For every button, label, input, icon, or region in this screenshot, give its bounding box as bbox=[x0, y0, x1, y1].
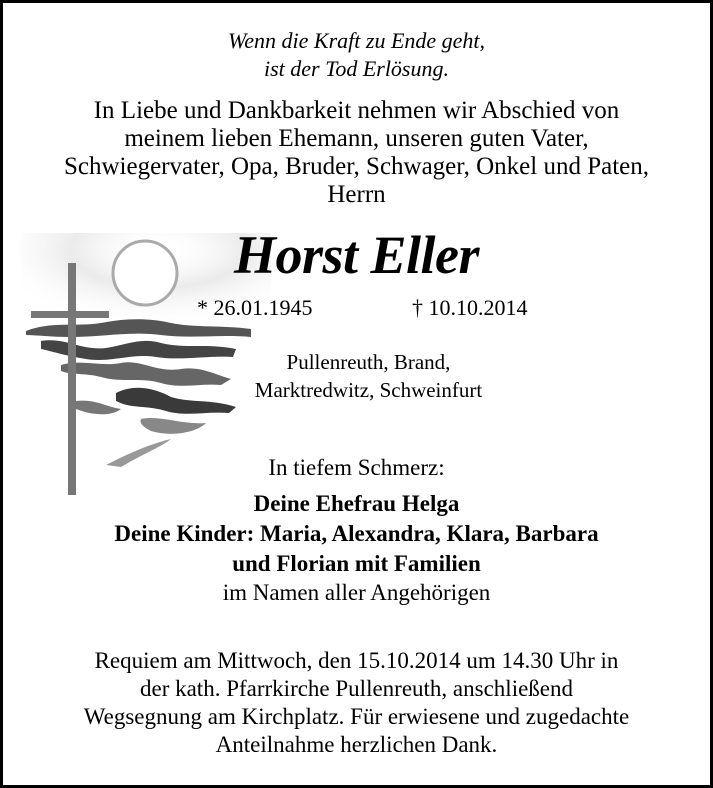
intro-line: In Liebe und Dankbarkeit nehmen wir Abschied von bbox=[93, 97, 620, 124]
requiem-line: der kath. Pfarrkirche Pullenreuth, anschließend bbox=[139, 676, 573, 701]
motto-line: Wenn die Kraft zu Ende geht, bbox=[227, 28, 486, 53]
motto bbox=[3, 27, 710, 83]
family-names bbox=[3, 489, 710, 579]
motto-line: ist der Tod Erlösung. bbox=[263, 56, 449, 81]
places bbox=[15, 348, 713, 404]
deceased-name: Horst Eller bbox=[233, 225, 480, 285]
intro-line: meinem lieben Ehemann, unseren guten Vater, bbox=[124, 125, 589, 152]
family-line: Deine Ehefrau Helga bbox=[253, 491, 460, 516]
family-line: Deine Kinder: Maria, Alexandra, Klara, Barbara bbox=[114, 521, 599, 546]
places-line: Marktredwitz, Schweinfurt bbox=[254, 378, 483, 402]
requiem-line: Wegsegnung am Kirchplatz. Für erwiesene und zugedachte bbox=[83, 704, 630, 729]
requiem-line: Anteilnahme herzlichen Dank. bbox=[215, 732, 498, 757]
death-date: † 10.10.2014 bbox=[412, 295, 528, 320]
intro-line: Schwiegervater, Opa, Bruder, Schwager, Onkel und Paten, bbox=[63, 153, 649, 180]
on-behalf-line: im Namen aller Angehörigen bbox=[222, 580, 491, 605]
grief-line: In tiefem Schmerz: bbox=[268, 455, 445, 480]
requiem-line: Requiem am Mittwoch, den 15.10.2014 um 14.30 Uhr in bbox=[94, 648, 619, 673]
intro-line: Herrn bbox=[327, 181, 386, 208]
intro-text bbox=[3, 97, 710, 209]
places-line: Pullenreuth, Brand, bbox=[286, 350, 451, 374]
requiem-text bbox=[3, 647, 710, 759]
birth-date: * 26.01.1945 bbox=[197, 295, 313, 320]
life-dates bbox=[3, 293, 710, 325]
family-line: und Florian mit Familien bbox=[232, 551, 481, 576]
